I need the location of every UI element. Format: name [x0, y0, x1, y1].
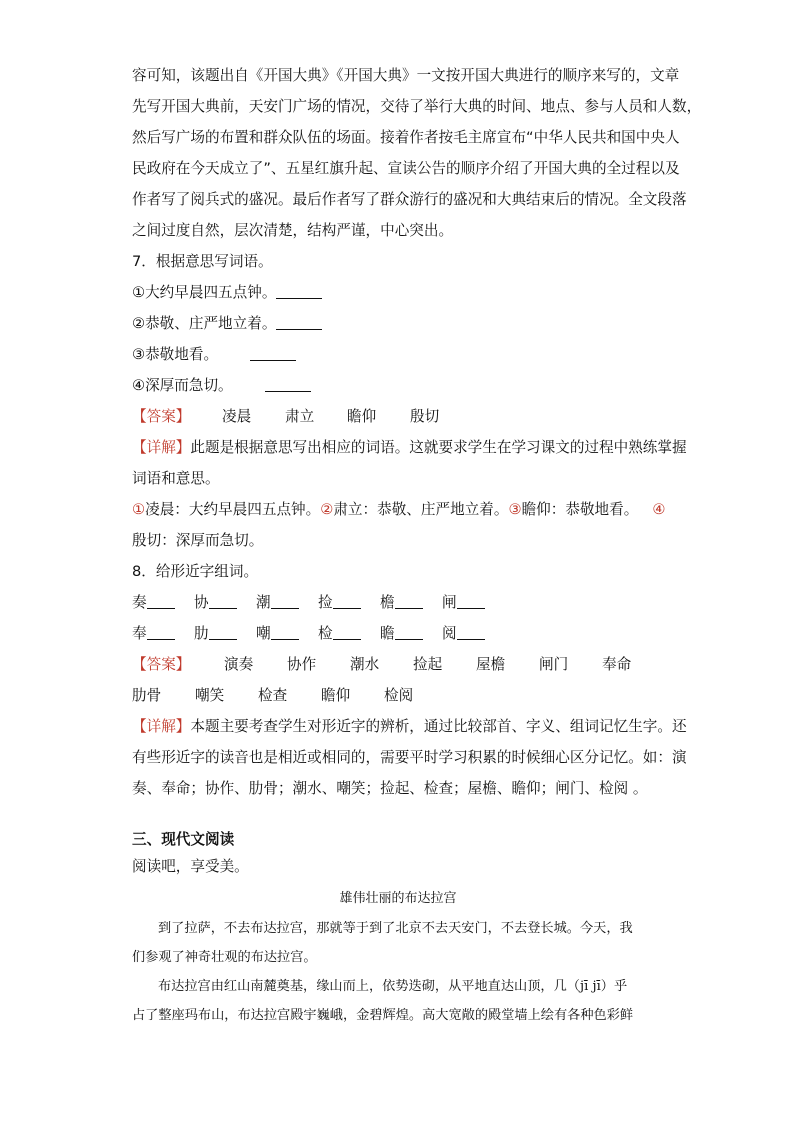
item-text: ②恭敬、庄严地立着。 [132, 315, 277, 332]
item-text: ①大约早晨四五点钟。 [132, 284, 277, 301]
circled-number: ② [320, 501, 334, 518]
detail-line [132, 711, 687, 742]
question-stem: 7．根据意思写词语。 [132, 253, 273, 270]
detail-label: 【详解】 [132, 718, 191, 735]
answer-word: 肋骨 [132, 687, 162, 704]
detail-line [132, 494, 664, 525]
answer-blank [250, 346, 296, 361]
text-line: 民政府在今天成立了”、五星红旗升起、宣读公告的顺序介绍了开国大典的全过程以及 [132, 160, 680, 177]
answer-line [132, 649, 664, 680]
circled-number: ③ [508, 501, 522, 518]
char-row [132, 587, 664, 618]
answer-blank [276, 315, 322, 330]
detail-line: 殷切：深厚而急切。 [132, 532, 264, 549]
char-cell: 检 [318, 618, 380, 649]
text-line: 然后写广场的布置和群众队伍的场面。接着作者按毛主席宣布“中华人民共和国中央人 [132, 129, 680, 146]
reading-title: 雄伟壮丽的布达拉宫 [339, 891, 457, 906]
question-stem: 8．给形近字组词。 [132, 563, 259, 580]
answer-word: 瞻仰 [347, 408, 377, 425]
detail-line: 有些形近字的读音也是相近或相同的，需要平时学习积累的时候细心区分记忆。如：演 [132, 749, 687, 766]
detail-text: 肃立：恭敬、庄严地立着。 [333, 501, 509, 518]
item-text: ④深厚而急切。 [132, 377, 233, 394]
answer-word: 殷切 [410, 408, 440, 425]
paragraph-line: 到了拉萨，不去布达拉宫，那就等于到了北京不去天安门，不去登长城。今天，我 [158, 921, 633, 936]
question-item [132, 308, 664, 339]
answer-word: 肃立 [285, 408, 315, 425]
passage-analysis [132, 60, 702, 246]
text-line: 之间过度自然，层次清楚，结构严谨，中心突出。 [132, 222, 454, 239]
answer-word: 瞻仰 [321, 687, 351, 704]
question-item [132, 370, 664, 401]
char-row [132, 618, 664, 649]
answer-label: 【答案】 [132, 656, 191, 673]
answer-word: 潮水 [350, 656, 380, 673]
detail-label: 【详解】 [132, 439, 191, 456]
detail-text: 本题主要考查学生对形近字的辨析，通过比较部首、字义、组词记忆生字。还 [190, 718, 687, 735]
detail-line: 词语和意思。 [132, 470, 220, 487]
char-cell: 檐 [380, 587, 442, 618]
answer-word: 检阅 [384, 687, 414, 704]
answer-line [132, 680, 664, 711]
char-cell: 肋 [194, 618, 256, 649]
question-item [132, 277, 664, 308]
char-cell: 协 [194, 587, 256, 618]
answer-word: 凌晨 [222, 408, 252, 425]
answer-blank [265, 377, 311, 392]
answer-word: 检查 [258, 687, 288, 704]
char-cell: 奏 [132, 587, 194, 618]
char-cell: 捡 [318, 587, 380, 618]
answer-word: 捡起 [413, 656, 443, 673]
char-cell: 奉 [132, 618, 194, 649]
answer-word: 协作 [287, 656, 317, 673]
detail-line: 奏、奉命；协作、肋骨；潮水、嘲笑；捡起、检查；屋檐、瞻仰；闸门、检阅 。 [132, 780, 648, 797]
char-cell: 闸 [442, 587, 504, 618]
char-cell: 阅 [442, 618, 504, 649]
circled-number: ① [132, 501, 146, 518]
paragraph-line: 们参观了神奇壮观的布达拉宫。 [132, 950, 317, 965]
paragraph-line: 布达拉宫由红山南麓奠基，缘山而上，依势迭砌，从平地直达山顶，几（jī jī）乎 [158, 979, 628, 994]
question-8 [132, 556, 687, 804]
answer-label: 【答案】 [132, 408, 191, 425]
answer-blank [276, 284, 322, 299]
item-text: ③恭敬地看。 [132, 346, 219, 363]
answer-word: 闸门 [539, 656, 569, 673]
paragraph-line: 占了整座玛布山，布达拉宫殿宇巍峨，金碧辉煌。高大宽敞的殿堂墙上绘有各种色彩鲜 [132, 1008, 634, 1023]
detail-line [132, 432, 687, 463]
section-reading [132, 826, 664, 1030]
detail-text: 瞻仰：恭敬地看。 [521, 501, 639, 518]
circled-number: ④ [652, 501, 666, 518]
question-item [132, 339, 664, 370]
section-intro: 阅读吧，享受美。 [132, 858, 249, 875]
question-7 [132, 246, 687, 556]
detail-text: 此题是根据意思写出相应的词语。这就要求学生在学习课文的过程中熟练掌握 [190, 439, 687, 456]
text-line: 先写开国大典前，天安门广场的情况，交待了举行大典的时间、地点、参与人员和人数， [132, 98, 702, 115]
text-line: 容可知，该题出自《开国大典》《开国大典》一文按开国大典进行的顺序来写的，文章 [132, 67, 680, 84]
char-cell: 潮 [256, 587, 318, 618]
detail-text: 凌晨：大约早晨四五点钟。 [145, 501, 321, 518]
text-line: 作者写了阅兵式的盛况。最后作者写了群众游行的盛况和大典结束后的情况。全文段落 [132, 191, 687, 208]
section-heading: 三、现代文阅读 [132, 831, 235, 848]
char-cell: 瞻 [380, 618, 442, 649]
answer-line [132, 401, 664, 432]
answer-word: 屋檐 [476, 656, 506, 673]
answer-word: 嘲笑 [195, 687, 225, 704]
char-cell: 嘲 [256, 618, 318, 649]
answer-word: 奉命 [602, 656, 632, 673]
page-content [132, 60, 702, 1030]
answer-word: 演奏 [224, 656, 254, 673]
